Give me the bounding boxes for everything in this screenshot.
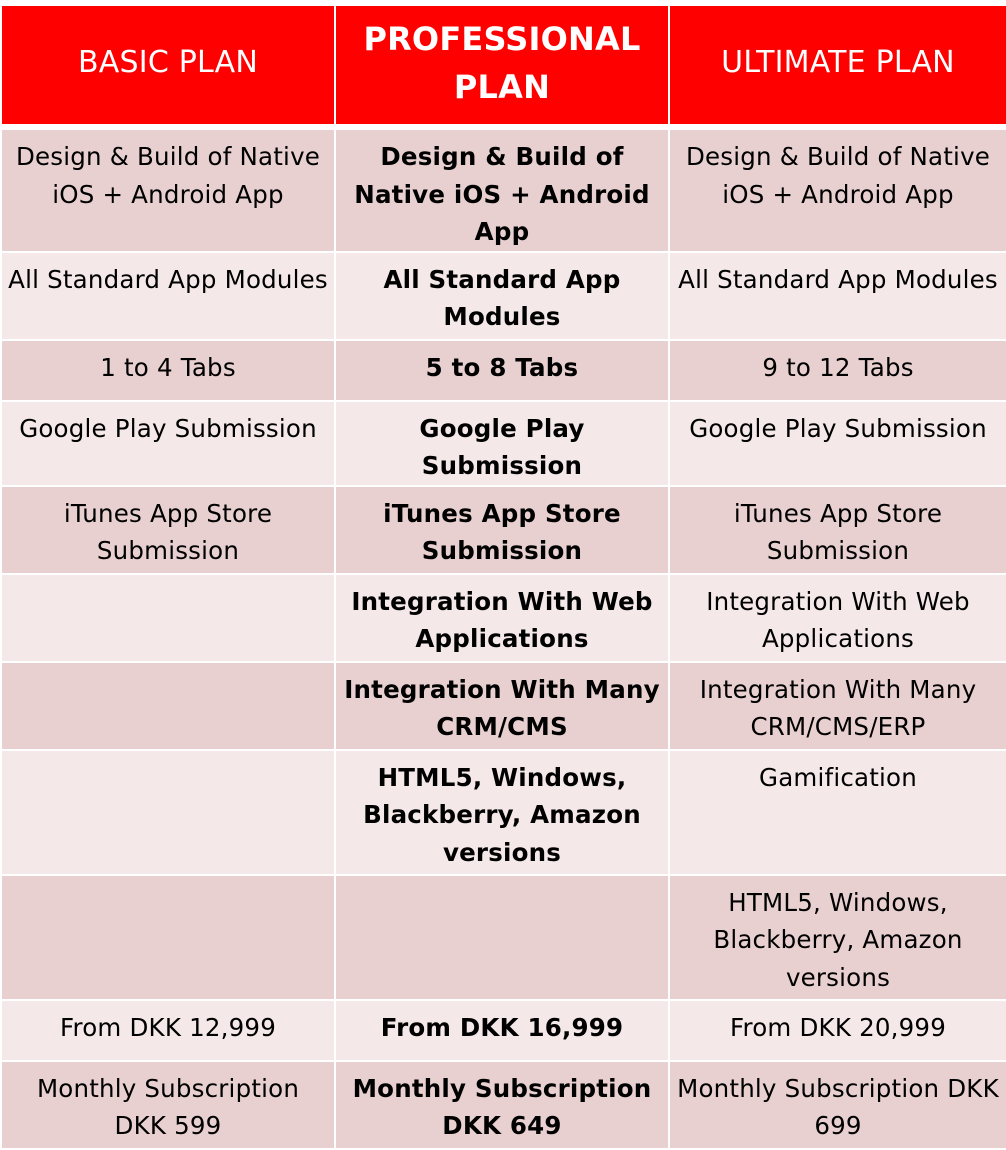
cell-text: Monthly Subscription DKK 599 (36, 1073, 300, 1140)
cell-text: Design & Build of Native iOS + Android App (685, 142, 991, 209)
cell-text: Design & Build of Native iOS + Android App (354, 142, 650, 246)
table-row (1, 1000, 1006, 1061)
cell-text: Integration With Web Applications (706, 586, 970, 653)
table-row (1, 875, 1006, 1000)
cell-ultimate (669, 252, 1006, 340)
cell-text: All Standard App Modules (8, 264, 328, 294)
cell-text: iTunes App Store Submission (63, 498, 273, 565)
cell-text: All Standard App Modules (678, 264, 998, 294)
cell-ultimate (669, 574, 1006, 662)
cell-basic (1, 1061, 335, 1149)
header-ultimate-label: ULTIMATE PLAN (721, 45, 955, 80)
table-row (1, 340, 1006, 401)
cell-text: 9 to 12 Tabs (762, 352, 914, 382)
cell-ultimate (669, 662, 1006, 750)
cell-ultimate (669, 1061, 1006, 1149)
header-professional-plan (335, 5, 669, 127)
cell-text: From DKK 12,999 (60, 1012, 276, 1042)
cell-basic (1, 662, 335, 750)
cell-text (8, 663, 328, 671)
table-row (1, 252, 1006, 340)
table-row (1, 127, 1006, 252)
header-professional-label: PROFESSIONAL PLAN (363, 20, 641, 106)
cell-professional (335, 574, 669, 662)
cell-text: From DKK 20,999 (730, 1012, 946, 1042)
cell-professional (335, 875, 669, 1000)
cell-ultimate (669, 340, 1006, 401)
cell-professional (335, 340, 669, 401)
cell-text: Integration With Web Applications (351, 586, 653, 653)
cell-ultimate (669, 486, 1006, 574)
cell-text: Google Play Submission (419, 413, 585, 480)
cell-text: Design & Build of Native iOS + Android App (15, 142, 321, 209)
cell-professional (335, 662, 669, 750)
table-row (1, 401, 1006, 486)
table-row (1, 662, 1006, 750)
cell-professional (335, 486, 669, 574)
cell-basic (1, 401, 335, 486)
cell-basic (1, 486, 335, 574)
cell-ultimate (669, 875, 1006, 1000)
cell-text (8, 575, 328, 583)
table-row (1, 486, 1006, 574)
cell-text: Gamification (759, 762, 917, 792)
cell-text: From DKK 16,999 (380, 1012, 624, 1042)
table-row (1, 1061, 1006, 1149)
cell-text: Monthly Subscription DKK 699 (677, 1073, 999, 1140)
cell-professional (335, 1000, 669, 1061)
cell-professional (335, 1061, 669, 1149)
header-basic-plan (1, 5, 335, 127)
cell-basic (1, 127, 335, 252)
cell-basic (1, 875, 335, 1000)
cell-text: HTML5, Windows, Blackberry, Amazon versions (363, 762, 641, 867)
cell-ultimate (669, 401, 1006, 486)
header-ultimate-plan (669, 5, 1006, 127)
cell-text: Integration With Many CRM/CMS (344, 674, 660, 741)
cell-professional (335, 252, 669, 340)
cell-professional (335, 127, 669, 252)
cell-text: Google Play Submission (689, 413, 987, 443)
cell-professional (335, 401, 669, 486)
cell-ultimate (669, 127, 1006, 252)
cell-basic (1, 252, 335, 340)
pricing-table (0, 4, 1006, 1150)
cell-text: iTunes App Store Submission (383, 498, 621, 565)
cell-basic (1, 750, 335, 875)
cell-text: 5 to 8 Tabs (425, 352, 579, 382)
header-row (1, 5, 1006, 127)
pricing-table-container (0, 4, 1006, 1150)
cell-basic (1, 1000, 335, 1061)
cell-text (8, 751, 328, 759)
table-row (1, 750, 1006, 875)
cell-text: Monthly Subscription DKK 649 (352, 1073, 652, 1140)
cell-text: Google Play Submission (19, 413, 317, 443)
cell-basic (1, 340, 335, 401)
cell-text: All Standard App Modules (383, 264, 621, 331)
cell-text: Integration With Many CRM/CMS/ERP (699, 674, 977, 741)
cell-text: iTunes App Store Submission (733, 498, 943, 565)
header-basic-label: BASIC PLAN (78, 45, 258, 80)
table-row (1, 574, 1006, 662)
cell-text (342, 876, 662, 884)
cell-text: 1 to 4 Tabs (100, 352, 236, 382)
cell-ultimate (669, 750, 1006, 875)
cell-text: HTML5, Windows, Blackberry, Amazon versions (713, 887, 963, 992)
cell-basic (1, 574, 335, 662)
cell-professional (335, 750, 669, 875)
cell-ultimate (669, 1000, 1006, 1061)
cell-text (8, 876, 328, 884)
